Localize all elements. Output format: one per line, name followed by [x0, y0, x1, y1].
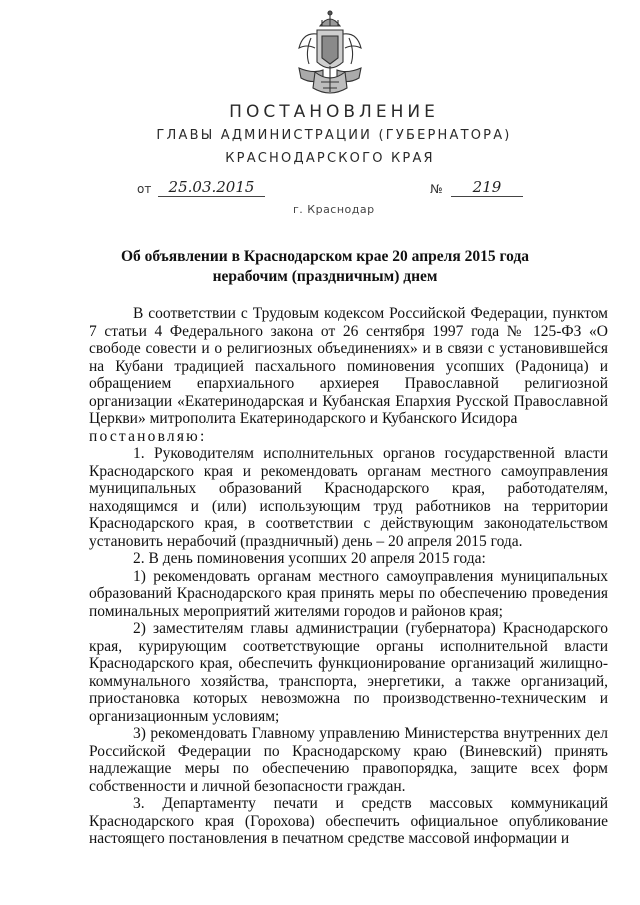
- document-type-heading: ПОСТАНОВЛЕНИЕ: [229, 102, 439, 122]
- clause-2-2: 2) заместителям главы администрации (губернатора) Краснодарского края, курирующим соответствующие органы исполнительной власти Краснодарского края, обеспечить функционирование организаций жилищно-коммунального хозяйства, транспорта, энергетики, а также организаций, приостановка которых невозможна по производственно-техническим и организационным условиям;: [89, 620, 608, 725]
- document-date: 25.03.2015: [158, 178, 265, 197]
- document-number: 219: [451, 178, 523, 197]
- preamble-paragraph: В соответствии с Трудовым кодексом Российской Федерации, пунктом 7 статьи 4 Федерального закона от 26 сентября 1997 года № 125-ФЗ «О свободе совести и о религиозных объединениях» и в связи с установившейся на Кубани традицией пасхального поминовения усопших (Радоница) и обращением епархиального архиерея Православной религиозной организации «Екатеринодарская и Кубанская Епархия Русской Православной Церкви» митрополита Екатеринодарского и Кубанского Исидора: [89, 305, 608, 427]
- decree-word-paragraph: [89, 428, 608, 446]
- issuer-heading: ГЛАВЫ АДМИНИСТРАЦИИ (ГУБЕРНАТОРА): [156, 128, 512, 143]
- title-line-1: Об объявлении в Краснодарском крае 20 апреля 2015 года: [120, 248, 530, 265]
- title-line-2: нерабочим (праздничным) днем: [212, 268, 438, 285]
- clause-2: 2. В день поминовения усопших 20 апреля 2015 года:: [133, 550, 486, 567]
- date-prefix: от: [137, 182, 152, 196]
- number-prefix: №: [430, 182, 443, 196]
- coat-of-arms-emblem: [293, 8, 367, 100]
- clause-3: 3. Департаменту печати и средств массовых коммуникаций Краснодарского края (Горохова) обеспечить официальное опубликование настоящего постановления в печатном средстве массовой информации и: [89, 795, 608, 847]
- issue-city: г. Краснодар: [293, 203, 375, 216]
- region-heading: КРАСНОДАРСКОГО КРАЯ: [225, 151, 435, 166]
- document-body: [89, 305, 608, 848]
- decree-word: постановляю:: [89, 427, 207, 445]
- clause-2-1: 1) рекомендовать органам местного самоуправления муниципальных образований Краснодарского края принять меры по обеспечению проведения поминальных мероприятий жителями городов и районов края;: [89, 567, 608, 620]
- clause-1: 1. Руководителям исполнительных органов государственной власти Краснодарского края и рекомендовать органам местного самоуправления муниципальных образований Краснодарского края, работодателям, находящимся и (или) использующим труд работников на территории Краснодарского края, в соответствии с действующим законодательством установить нерабочий (праздничный) день – 20 апреля 2015 года.: [89, 445, 608, 550]
- document-title: [90, 247, 560, 287]
- clause-2-3: 3) рекомендовать Главному управлению Министерства внутренних дел Российской Федерации по Краснодарскому краю (Виневский) принять надлежащие меры по обеспечению правопорядка, защите всех форм собственности и личной безопасности граждан.: [89, 725, 608, 795]
